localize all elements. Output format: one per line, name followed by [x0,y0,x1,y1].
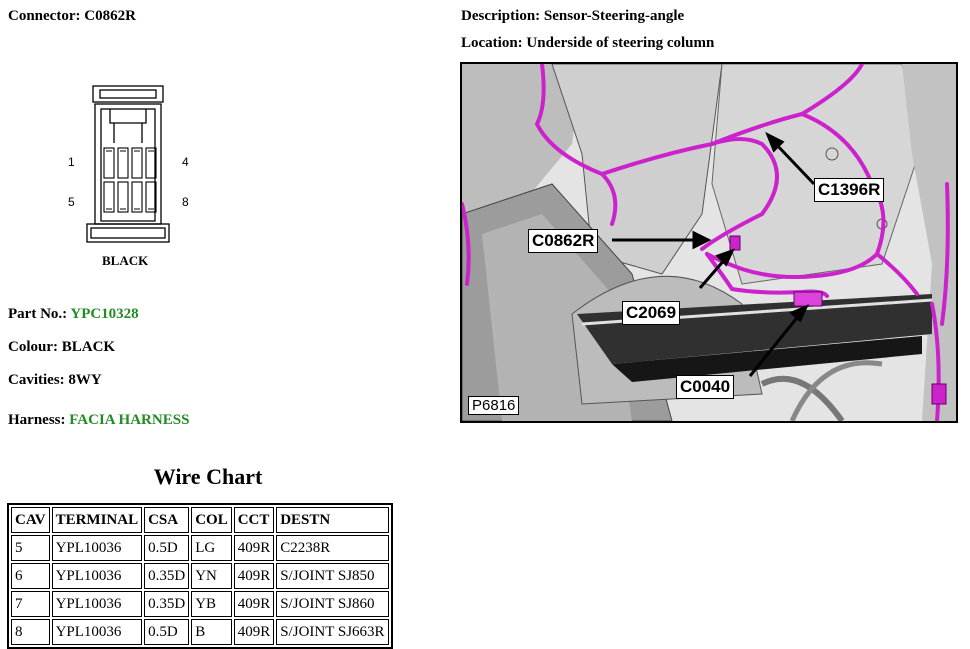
cell-terminal: YPL10036 [52,591,143,617]
callout-c0862r: C0862R [528,229,598,253]
location-value: Underside of steering column [526,35,715,51]
location-label: Location: [461,35,523,51]
description-label: Description: [461,8,541,24]
part-no-label: Part No.: [8,306,68,322]
location-photo [460,62,958,423]
connector-diagram [62,78,202,274]
cell-destn: S/JOINT SJ850 [276,563,388,589]
pin-label-4: 4 [182,155,189,169]
cell-terminal: YPL10036 [52,535,143,561]
wire-chart-table [7,503,393,649]
connector-label: Connector: [8,8,81,24]
connector-value: C0862R [84,8,136,24]
col-col-header: COL [191,507,232,533]
description-value: Sensor-Steering-angle [543,8,685,24]
cell-col: B [191,619,232,645]
colour-label: Colour: [8,339,58,355]
part-no-value: YPC10328 [70,306,139,322]
connector-heading [8,8,136,25]
pin-label-5: 5 [68,195,75,209]
harness-value: FACIA HARNESS [69,412,190,428]
table-row [11,591,389,617]
cell-cct: 409R [234,591,275,617]
callout-c0040: C0040 [676,375,734,399]
colour-value: BLACK [61,339,116,355]
pin-label-8: 8 [182,195,189,209]
wire-chart-title: Wire Chart [153,464,263,489]
cavities-value: 8WY [68,372,102,388]
cell-cct: 409R [234,563,275,589]
table-header-row [11,507,389,533]
location-line [461,35,714,52]
harness-label: Harness: [8,412,66,428]
colour-line [8,339,115,356]
part-no-line [8,306,139,323]
cell-csa: 0.5D [144,535,189,561]
table-row [11,563,389,589]
cell-cav: 7 [11,591,50,617]
description-line [461,8,684,25]
col-cct-header: CCT [234,507,275,533]
cell-col: LG [191,535,232,561]
harness-line [8,412,189,429]
cell-cav: 6 [11,563,50,589]
cavities-line [8,372,102,389]
callout-c2069: C2069 [622,301,680,325]
cell-destn: C2238R [276,535,388,561]
cell-csa: 0.5D [144,619,189,645]
col-destn-header: DESTN [276,507,388,533]
table-row [11,535,389,561]
cell-cav: 5 [11,535,50,561]
photo-reference: P6816 [468,396,519,415]
cell-cct: 409R [234,535,275,561]
cell-cct: 409R [234,619,275,645]
cell-terminal: YPL10036 [52,563,143,589]
cavities-label: Cavities: [8,372,65,388]
connector-colour-caption: BLACK [102,253,149,268]
cell-terminal: YPL10036 [52,619,143,645]
cell-destn: S/JOINT SJ860 [276,591,388,617]
col-cav-header: CAV [11,507,50,533]
connector-face-drawing [62,78,202,274]
cell-csa: 0.35D [144,563,189,589]
col-terminal-header: TERMINAL [52,507,143,533]
cell-destn: S/JOINT SJ663R [276,619,388,645]
col-csa-header: CSA [144,507,189,533]
callout-c1396r: C1396R [814,178,884,202]
cell-csa: 0.35D [144,591,189,617]
cell-cav: 8 [11,619,50,645]
cell-col: YN [191,563,232,589]
cell-col: YB [191,591,232,617]
table-row [11,619,389,645]
pin-label-1: 1 [68,155,75,169]
